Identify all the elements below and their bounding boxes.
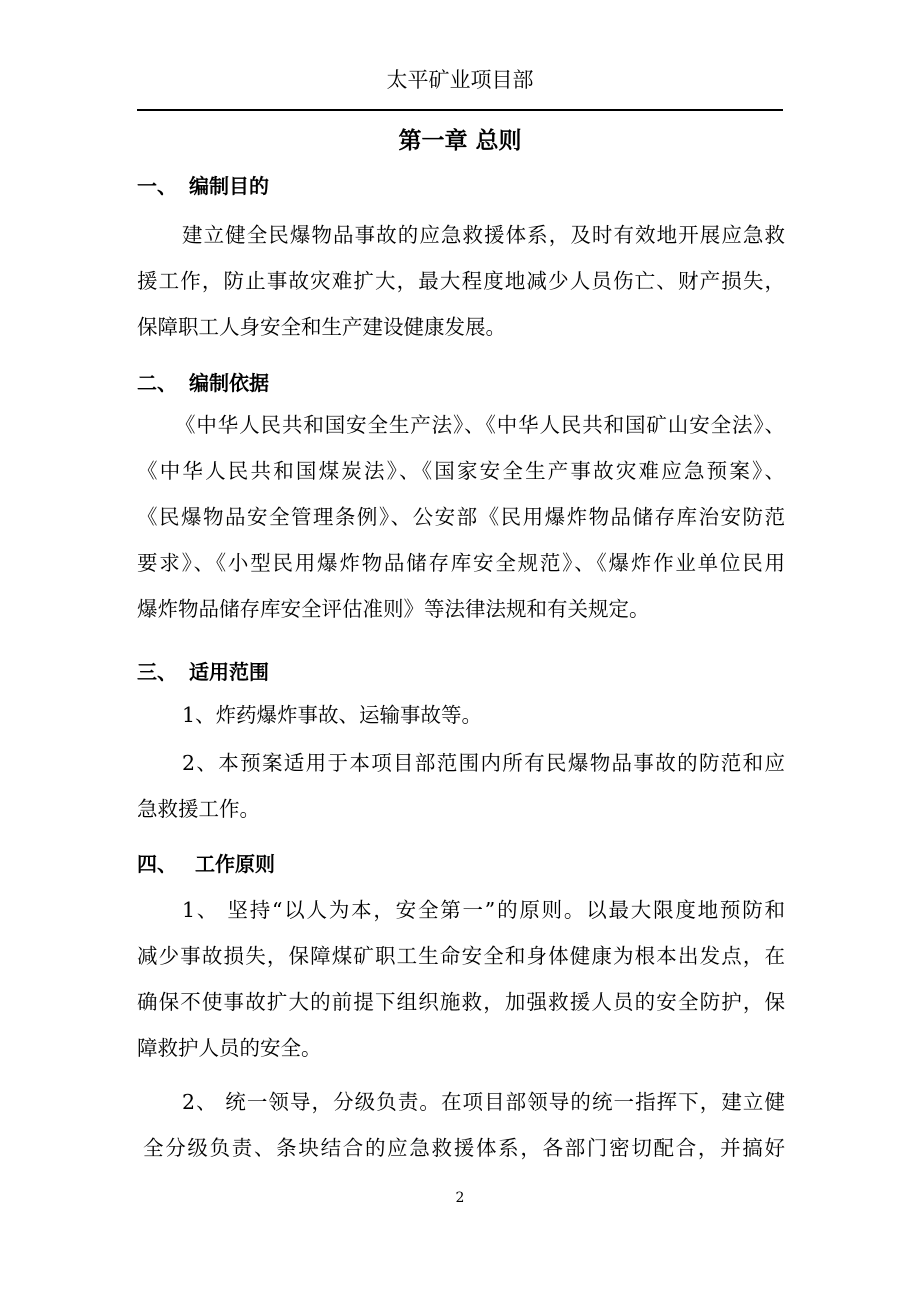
paragraph-line: 要求》、《小型民用爆炸物品储存库安全规范》、《爆炸作业单位民用 [137, 551, 785, 575]
paragraph-line: 《中华人民共和国煤炭法》、《国家安全生产事故灾难应急预案》、 [137, 459, 785, 483]
paragraph-line: 1、 坚持“以人为本，安全第一”的原则。以最大限度地预防和 [182, 898, 785, 922]
paragraph-line: 急救援工作。 [137, 797, 260, 821]
section-number: 二、 [137, 371, 177, 395]
section-number: 四、 [137, 852, 177, 876]
paragraph [137, 692, 785, 738]
paragraph-line: 保障职工人身安全和生产建设健康发展。 [137, 315, 506, 339]
section-number: 三、 [137, 660, 177, 684]
paragraph [137, 212, 785, 350]
section-heading [137, 170, 269, 199]
paragraph [137, 887, 785, 1071]
page-header: 太平矿业项目部 [386, 68, 534, 92]
paragraph-line: 爆炸物品储存库安全评估准则》等法律法规和有关规定。 [137, 597, 650, 621]
section-title: 工作原则 [195, 852, 275, 876]
paragraph-line: 确保不使事故扩大的前提下组织施救，加强救援人员的安全防护，保 [137, 990, 785, 1014]
paragraph [137, 402, 785, 632]
paragraph-line: 减少事故损失，保障煤矿职工生命安全和身体健康为根本出发点，在 [137, 944, 785, 968]
section-title: 适用范围 [189, 660, 269, 684]
paragraph [137, 740, 785, 832]
paragraph-line: 2、本预案适用于本项目部范围内所有民爆物品事故的防范和应 [182, 751, 785, 775]
section-title: 编制目的 [189, 174, 269, 198]
chapter-title: 第一章 总则 [398, 127, 522, 154]
paragraph-line: 障救护人员的安全。 [137, 1036, 322, 1060]
section-number: 一、 [137, 174, 177, 198]
section-title: 编制依据 [189, 371, 269, 395]
list-item: 1、炸药爆炸事故、运输事故等。 [182, 703, 483, 727]
paragraph [137, 1079, 785, 1171]
paragraph-line: 2、 统一领导，分级负责。在项目部领导的统一指挥下，建立健 [182, 1090, 785, 1114]
paragraph-line: 援工作，防止事故灾难扩大，最大程度地减少人员伤亡、财产损失， [137, 269, 785, 293]
page-number: 2 [455, 1190, 465, 1206]
section-heading [137, 367, 269, 396]
section-heading [137, 656, 269, 685]
section-heading [137, 848, 275, 877]
paragraph-line: 建立健全民爆物品事故的应急救援体系，及时有效地开展应急救 [182, 223, 785, 247]
paragraph-line: 《中华人民共和国安全生产法》、《中华人民共和国矿山安全法》、 [175, 413, 785, 437]
paragraph-line: 全分级负责、条块结合的应急救援体系，各部门密切配合，并搞好 [143, 1136, 785, 1160]
paragraph-line: 《民爆物品安全管理条例》、公安部《民用爆炸物品储存库治安防范 [137, 505, 785, 529]
header-rule [137, 109, 783, 111]
